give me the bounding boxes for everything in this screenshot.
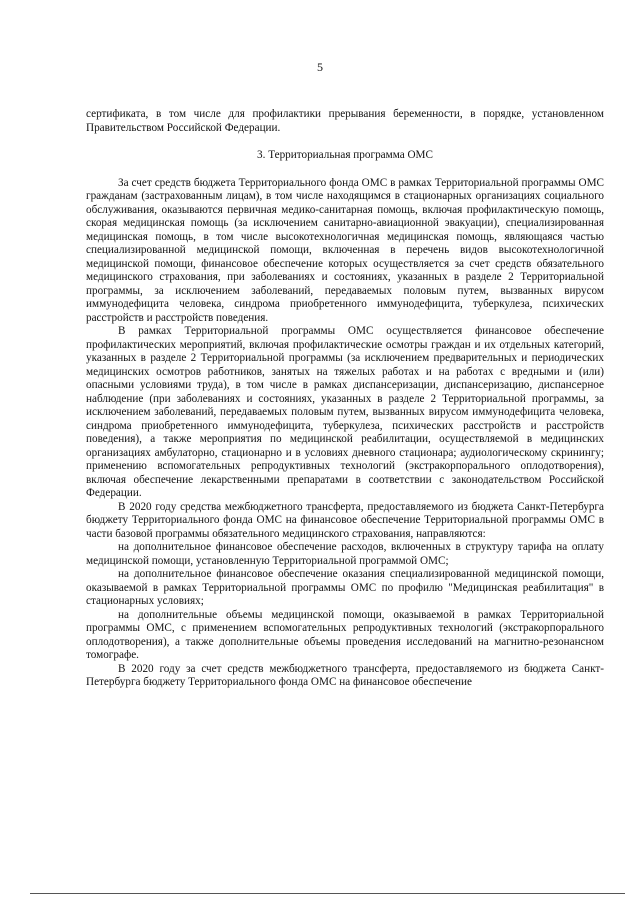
list-item: на дополнительное финансовое обеспечение оказания специализированной медицинской помощи, оказываемой в рамках Территориальной программы ОМС по профилю "Медицинская реабилитация" в стационарных условиях; — [86, 568, 604, 607]
paragraph: За счет средств бюджета Территориального фонда ОМС в рамках Территориальной программы ОМС гражданам (застрахованным лицам), в том числе находящимся в стационарных организациях социального обслуживания, оказываются первичная медико-санитарная помощь, включая профилактическую помощь, скорая медицинская помощь (за исключением санитарно-авиационной эвакуации), специализированная медицинская помощь, в том числе высокотехнологичная медицинская помощь, являющаяся частью специализированной медицинской помощи, включенная в перечень видов высокотехнологичной медицинской помощи, финансовое обеспечение которых осуществляется за счет средств обязательного медицинского страхования, при заболеваниях и состояниях, указанных в разделе 2 Территориальной программы, за исключением заболеваний, передаваемых половым путем, вызванных вирусом иммунодефицита человека, синдрома приобретенного иммунодефицита, туберкулеза, психических расстройств и расстройств поведения. — [86, 176, 604, 324]
list-item: на дополнительные объемы медицинской помощи, оказываемой в рамках Территориальной программы ОМС, с применением вспомогательных репродуктивных технологий (экстракорпорального оплодотворения), а также дополнительные объемы проведения исследований на магнитно-резонансном томографе. — [86, 608, 604, 661]
page-number: 5 — [317, 60, 323, 74]
list-item: на дополнительное финансовое обеспечение расходов, включенных в структуру тарифа на оплату медицинской помощи, установленную Территориальной программой ОМС; — [86, 541, 604, 567]
section-title: 3. Территориальная программа ОМС — [257, 149, 433, 161]
paragraph: В 2020 году средства межбюджетного трансферта, предоставляемого из бюджета Санкт-Петербурга бюджету Территориального фонда ОМС на финансовое обеспечение Территориальной программы ОМС в части базовой программы обязательного медицинского страхования, направляются: — [86, 500, 604, 540]
paragraph: В 2020 году за счет средств межбюджетного трансферта, предоставляемого из бюджета Санкт-Петербурга бюджету Территориального фонда ОМС на финансовое обеспечение — [86, 662, 604, 688]
document-body — [86, 108, 604, 690]
paragraph-continuation: сертификата, в том числе для профилактики прерывания беременности, в порядке, установленном Правительством Российской Федерации. — [86, 108, 604, 134]
bottom-rule — [30, 893, 625, 894]
paragraph: В рамках Территориальной программы ОМС осуществляется финансовое обеспечение профилактических мероприятий, включая профилактические осмотры граждан и их отдельных категорий, указанных в разделе 2 Территориальной программы (за исключением предварительных и периодических медицинских осмотров работников, занятых на тяжелых работах и на работах с вредными и (или) опасными условиями труда), в том числе в рамках диспансеризации, диспансеризацию, диспансерное наблюдение (при заболеваниях и состояниях, указанных в разделе 2 Территориальной программы, за исключением заболеваний, передаваемых половым путем, вызванных вирусом иммунодефицита человека, синдрома приобретенного иммунодефицита, туберкулеза, психических расстройств и расстройств поведения), а также мероприятия по медицинской реабилитации, осуществляемой в медицинских организациях амбулаторно, стационарно и в условиях дневного стационара; аудиологическому скринингу; применению вспомогательных репродуктивных технологий (экстракорпорального оплодотворения), включая обеспечение лекарственными препаратами в соответствии с законодательством Российской Федерации. — [86, 325, 604, 499]
